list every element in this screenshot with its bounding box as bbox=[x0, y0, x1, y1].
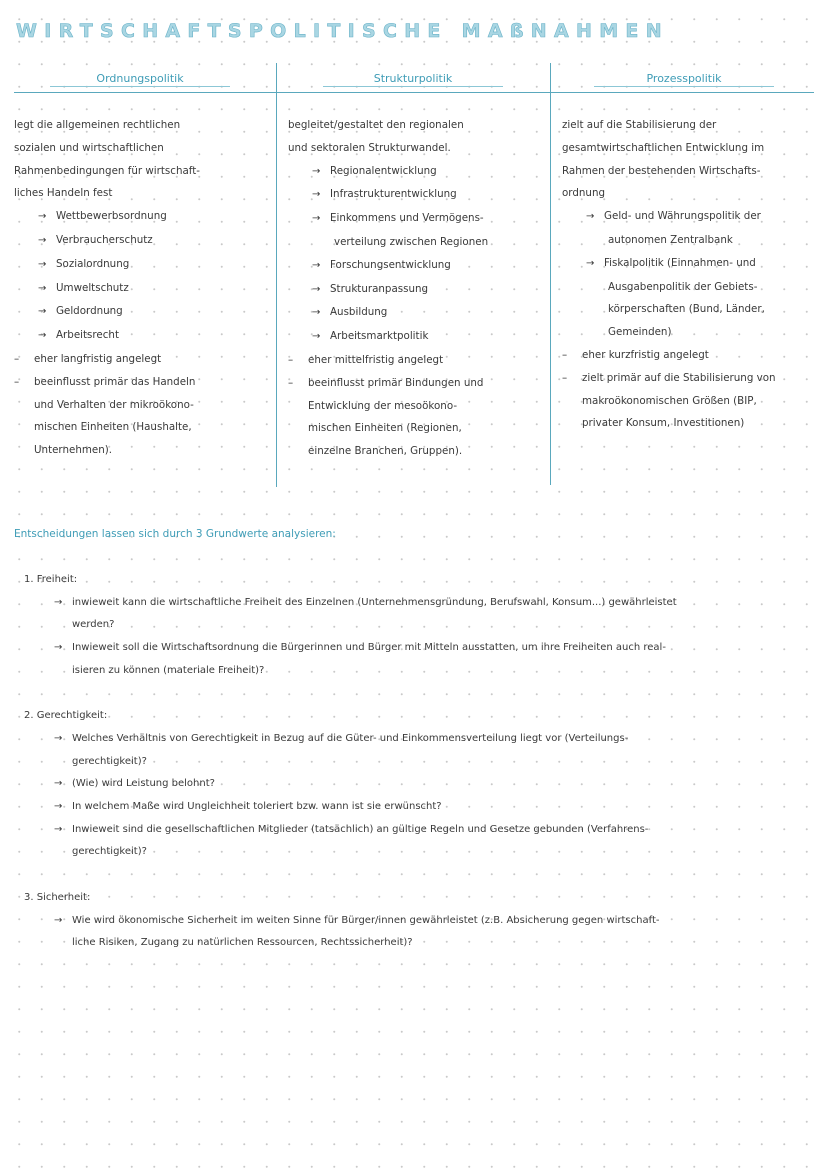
grundwert-line bbox=[24, 728, 820, 751]
column-line bbox=[14, 160, 272, 183]
column-line-text: eher kurzfristig angelegt bbox=[582, 348, 709, 361]
analysis-values bbox=[24, 569, 820, 955]
column-line bbox=[14, 137, 272, 160]
grundwert-line bbox=[24, 592, 820, 615]
column-line bbox=[288, 114, 546, 137]
dash-bullet-icon: – bbox=[288, 353, 294, 366]
arrow-right-icon: → bbox=[586, 211, 595, 223]
grundwert-line bbox=[24, 910, 820, 933]
column-line-text: Wettbewerbsordnung bbox=[56, 210, 167, 223]
column-line bbox=[14, 348, 272, 371]
arrow-right-icon: → bbox=[54, 642, 63, 654]
column-line bbox=[14, 371, 272, 394]
column-heading-strukturpolitik: Strukturpolitik bbox=[323, 72, 503, 87]
column-line-text: Rahmen der bestehenden Wirtschafts- bbox=[562, 164, 761, 177]
grundwert-line bbox=[24, 614, 820, 637]
column-line-text: und Verhalten der mikroökono- bbox=[34, 398, 194, 411]
column-heading-prozesspolitik: Prozesspolitik bbox=[594, 72, 774, 87]
arrow-right-icon: → bbox=[312, 331, 321, 343]
column-line-text: Geldordnung bbox=[56, 305, 123, 318]
column-line-text: beeinflusst primär das Handeln bbox=[34, 375, 196, 388]
column-line-text: mischen Einheiten (Haushalte, bbox=[34, 421, 192, 434]
column-line bbox=[562, 205, 822, 229]
column-line-text: Umweltschutz bbox=[56, 281, 129, 294]
column-line bbox=[14, 439, 272, 462]
column-line-text: Gemeinden) bbox=[608, 326, 672, 339]
arrow-right-icon: → bbox=[38, 234, 47, 246]
column-divider-1 bbox=[276, 63, 277, 487]
table-header-divider bbox=[14, 92, 814, 93]
column-line bbox=[14, 277, 272, 301]
column-line bbox=[562, 114, 822, 137]
grundwert-line bbox=[24, 773, 820, 796]
column-line bbox=[288, 301, 546, 325]
arrow-right-icon: → bbox=[38, 330, 47, 342]
arrow-right-icon: → bbox=[38, 211, 47, 223]
column-line-text: begleitet/gestaltet den regionalen bbox=[288, 119, 464, 131]
column-line-text: makroökonomischen Größen (BIP, bbox=[582, 394, 757, 407]
column-line bbox=[562, 412, 822, 435]
arrow-right-icon: → bbox=[312, 259, 321, 271]
column-line-text: mischen Einheiten (Regionen, bbox=[308, 422, 462, 435]
column-line-text: Rahmenbedingungen für wirtschaft- bbox=[14, 164, 200, 177]
column-line bbox=[562, 160, 822, 183]
column-line bbox=[562, 344, 822, 367]
grundwert-line-text: gerechtigkeit)? bbox=[72, 755, 147, 767]
analysis-intro: Entscheidungen lassen sich durch 3 Grundwerte analysieren: bbox=[14, 528, 336, 540]
arrow-right-icon: → bbox=[54, 596, 63, 608]
grundwert-line-text: In welchem Maße wird Ungleichheit toleriert bzw. wann ist sie erwünscht? bbox=[72, 801, 442, 813]
column-line bbox=[562, 229, 822, 252]
column-line bbox=[14, 394, 272, 417]
column-line bbox=[288, 160, 546, 184]
grundwert-line-text: Wie wird ökonomische Sicherheit im weiten Sinne für Bürger/innen gewährleistet (z.B. Absicherung gegen wirtschaft- bbox=[72, 914, 660, 926]
column-line bbox=[14, 253, 272, 277]
column-line bbox=[14, 300, 272, 324]
column-line-text: gesamtwirtschaftlichen Entwicklung im bbox=[562, 141, 765, 154]
column-line bbox=[14, 205, 272, 229]
dash-bullet-icon: – bbox=[562, 371, 568, 384]
column-line-text: Arbeitsmarktpolitik bbox=[330, 330, 429, 343]
arrow-right-icon: → bbox=[312, 213, 321, 225]
page-title: WIRTSCHAFTSPOLITISCHE MAßNAHMEN bbox=[16, 20, 669, 42]
arrow-right-icon: → bbox=[312, 283, 321, 295]
column-line bbox=[562, 390, 822, 413]
grundwert-line-text: Inwieweit soll die Wirtschaftsordnung die Bürgerinnen und Bürger mit Mitteln ausstatten, um ihre Freiheiten auch real- bbox=[72, 642, 666, 654]
column-line bbox=[288, 372, 546, 395]
column-line-text: zielt auf die Stabilisierung der bbox=[562, 119, 717, 131]
column-line-text: Einkommens und Vermögens- bbox=[330, 212, 484, 225]
column-line-text: Unternehmen). bbox=[34, 444, 113, 457]
column-line bbox=[288, 207, 546, 231]
arrow-right-icon: → bbox=[54, 732, 63, 744]
column-line-text: autonomen Zentralbank bbox=[608, 233, 733, 246]
grundwert-line bbox=[24, 751, 820, 774]
column-line bbox=[14, 229, 272, 253]
column-line-text: Forschungsentwicklung bbox=[330, 258, 451, 271]
column-line-text: eher mittelfristig angelegt bbox=[308, 353, 444, 366]
grundwert-label: 2. Gerechtigkeit: bbox=[24, 710, 108, 722]
column-line bbox=[562, 137, 822, 160]
dash-bullet-icon: – bbox=[288, 376, 294, 389]
grundwert-line bbox=[24, 637, 820, 660]
grundwert-line-text: werden? bbox=[72, 619, 115, 631]
column-line-text: eher langfristig angelegt bbox=[34, 352, 162, 365]
column-line-text: ordnung bbox=[562, 187, 606, 200]
column-heading-ordnungspolitik: Ordnungspolitik bbox=[50, 72, 230, 87]
arrow-right-icon: → bbox=[586, 257, 595, 269]
column-line-text: Verbraucherschutz bbox=[56, 233, 153, 246]
column-divider-2 bbox=[550, 63, 551, 485]
grundwert-line-text: Welches Verhältnis von Gerechtigkeit in Bezug auf die Güter- und Einkommensverteilung liegt vor (Verteilungs- bbox=[72, 732, 629, 744]
column-line-text: Fiskalpolitik (Einnahmen- und bbox=[604, 256, 756, 269]
column-line bbox=[562, 182, 822, 205]
arrow-right-icon: → bbox=[38, 258, 47, 270]
column-line bbox=[562, 321, 822, 344]
grundwert-line-text: liche Risiken, Zugang zu natürlichen Ressourcen, Rechtssicherheit)? bbox=[72, 937, 413, 949]
arrow-right-icon: → bbox=[312, 165, 321, 177]
column-line bbox=[14, 114, 272, 137]
grundwert-line bbox=[24, 660, 820, 683]
column-line-text: liches Handeln fest bbox=[14, 187, 113, 200]
column-line-text: einzelne Branchen, Gruppen). bbox=[308, 445, 463, 458]
column-body-prozesspolitik bbox=[562, 114, 822, 435]
column-line bbox=[288, 278, 546, 302]
column-line-text: Ausbildung bbox=[330, 306, 388, 319]
column-line bbox=[562, 367, 822, 390]
column-line bbox=[14, 324, 272, 348]
column-line bbox=[14, 182, 272, 205]
column-line-text: legt die allgemeinen rechtlichen bbox=[14, 119, 181, 131]
column-line bbox=[288, 417, 546, 440]
column-line bbox=[288, 395, 546, 418]
arrow-right-icon: → bbox=[312, 307, 321, 319]
column-line-text: Geld- und Währungspolitik der bbox=[604, 210, 761, 223]
column-line bbox=[288, 349, 546, 372]
column-line-text: zielt primär auf die Stabilisierung von bbox=[582, 371, 776, 384]
column-line bbox=[14, 416, 272, 439]
column-line bbox=[562, 298, 822, 321]
grundwert-line bbox=[24, 819, 820, 842]
dash-bullet-icon: – bbox=[14, 375, 20, 388]
column-line-text: Infrastrukturentwicklung bbox=[330, 188, 457, 201]
column-line-text: und sektoralen Strukturwandel. bbox=[288, 141, 451, 154]
grundwert-line-text: Inwieweit sind die gesellschaftlichen Mitglieder (tatsächlich) an gültige Regeln und Gesetze gebunden (Verfahrens- bbox=[72, 823, 649, 835]
column-line bbox=[288, 325, 546, 349]
column-line bbox=[288, 137, 546, 160]
arrow-right-icon: → bbox=[54, 914, 63, 926]
grundwert-line bbox=[24, 932, 820, 955]
column-line-text: Entwicklung der mesoökono- bbox=[308, 399, 458, 412]
grundwert-block bbox=[24, 705, 820, 864]
grundwert-line-text: inwieweit kann die wirtschaftliche Freiheit des Einzelnen (Unternehmensgründung, Berufswahl, Konsum...) gewährleistet bbox=[72, 596, 677, 608]
column-line-text: Ausgabenpolitik der Gebiets- bbox=[608, 280, 758, 293]
column-line bbox=[288, 183, 546, 207]
dash-bullet-icon: – bbox=[562, 348, 568, 361]
arrow-right-icon: → bbox=[54, 801, 63, 813]
column-line-text: beeinflusst primär Bindungen und bbox=[308, 376, 484, 389]
column-line bbox=[288, 440, 546, 463]
arrow-right-icon: → bbox=[312, 189, 321, 201]
column-line-text: Regionalentwicklung bbox=[330, 164, 437, 177]
arrow-right-icon: → bbox=[38, 306, 47, 318]
grundwert-line-text: (Wie) wird Leistung belohnt? bbox=[72, 778, 215, 790]
column-line-text: verteilung zwischen Regionen bbox=[334, 235, 489, 248]
column-line-text: privater Konsum, Investitionen) bbox=[582, 417, 745, 430]
column-line-text: Arbeitsrecht bbox=[56, 329, 119, 342]
dash-bullet-icon: – bbox=[14, 352, 20, 365]
column-line bbox=[288, 231, 546, 254]
arrow-right-icon: → bbox=[38, 282, 47, 294]
column-line-text: sozialen und wirtschaftlichen bbox=[14, 141, 164, 154]
column-body-strukturpolitik bbox=[288, 114, 546, 463]
grundwert-block bbox=[24, 887, 820, 955]
grundwert-block bbox=[24, 569, 820, 683]
column-body-ordnungspolitik bbox=[14, 114, 272, 462]
arrow-right-icon: → bbox=[54, 778, 63, 790]
grundwert-line bbox=[24, 841, 820, 864]
column-line bbox=[562, 276, 822, 299]
grundwert-line-text: gerechtigkeit)? bbox=[72, 846, 147, 858]
column-line-text: Sozialordnung bbox=[56, 257, 130, 270]
arrow-right-icon: → bbox=[54, 823, 63, 835]
column-line-text: Strukturanpassung bbox=[330, 282, 429, 295]
column-line bbox=[288, 254, 546, 278]
grundwert-line-text: isieren zu können (materiale Freiheit)? bbox=[72, 664, 265, 676]
column-line-text: körperschaften (Bund, Länder, bbox=[608, 303, 765, 316]
grundwert-line bbox=[24, 796, 820, 819]
column-line bbox=[562, 252, 822, 276]
grundwert-label: 1. Freiheit: bbox=[24, 574, 78, 585]
grundwert-label: 3. Sicherheit: bbox=[24, 891, 91, 903]
